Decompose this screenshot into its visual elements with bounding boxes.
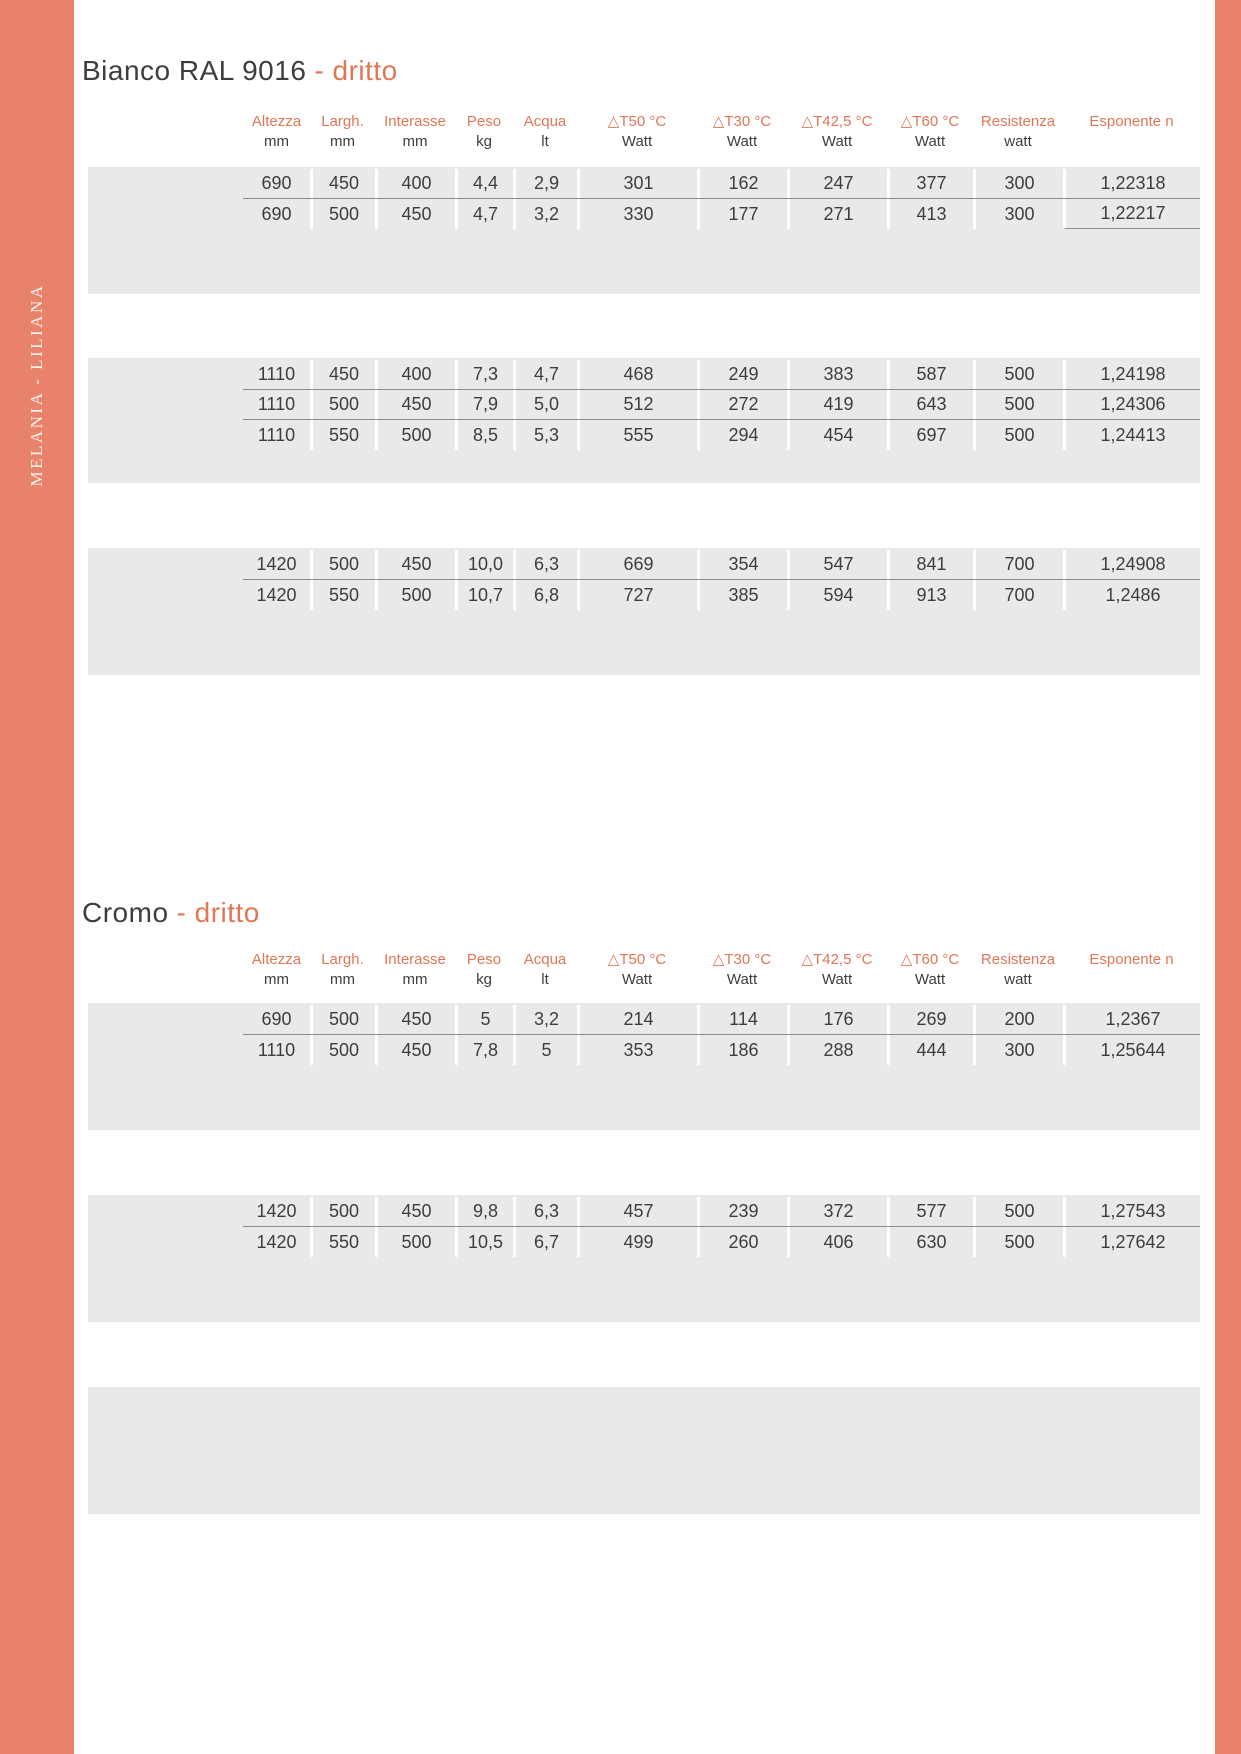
cell-resistenza: 200	[973, 1005, 1063, 1034]
cell-dt50: 214	[577, 1005, 697, 1034]
column-unit: lt	[541, 970, 549, 988]
column-unit	[1063, 970, 1200, 990]
cell-dt60: 841	[887, 550, 973, 579]
cell-dt50: 727	[577, 580, 697, 610]
cell-dt30: 114	[697, 1005, 787, 1034]
column-label: △T60 °C	[900, 951, 960, 968]
cell-dt50: 353	[577, 1035, 697, 1065]
cell-dt425: 594	[787, 580, 887, 610]
column-label: △T50 °C	[607, 951, 667, 968]
cell-acqua: 6,3	[513, 1197, 577, 1226]
section-title-bianco	[82, 55, 398, 87]
table-row	[88, 199, 1200, 229]
column-label: Largh.	[321, 113, 364, 130]
column-unit: Watt	[621, 970, 653, 988]
cell-largh: 500	[310, 1035, 375, 1065]
cell-altezza: 1420	[256, 584, 297, 605]
cell-dt50: 499	[577, 1227, 697, 1257]
cell-dt60: 913	[887, 580, 973, 610]
row-cells	[243, 580, 1200, 610]
cell-dt30: 294	[697, 420, 787, 450]
column-label: △T30 °C	[712, 113, 772, 130]
column-label: Resistenza	[980, 951, 1056, 968]
product-image-area	[88, 1197, 243, 1227]
cell-dt60: 269	[887, 1005, 973, 1034]
column-label: Acqua	[523, 113, 567, 130]
table-row	[88, 550, 1200, 580]
row-cells	[243, 1035, 1200, 1065]
column-unit: Watt	[621, 132, 653, 150]
cell-largh: 500	[310, 1005, 375, 1034]
cell-peso: 4,7	[455, 199, 513, 229]
right-accent-bar	[1215, 0, 1241, 1754]
cell-dt60: 413	[887, 199, 973, 229]
column-unit: watt	[1004, 970, 1032, 988]
cell-largh: 500	[310, 1197, 375, 1226]
table-row	[88, 1005, 1200, 1035]
column-label: Resistenza	[980, 113, 1056, 130]
cell-esponente: 1,24198	[1063, 360, 1200, 389]
column-header-dt30	[697, 950, 787, 990]
table-row	[88, 1197, 1200, 1227]
cell-dt30: 385	[697, 580, 787, 610]
cell-dt50: 468	[577, 360, 697, 389]
cell-acqua: 2,9	[513, 169, 577, 198]
cell-altezza: 1110	[257, 424, 296, 445]
product-image-area	[88, 550, 243, 580]
cell-acqua: 6,7	[513, 1227, 577, 1257]
cell-esponente: 1,24413	[1063, 420, 1200, 450]
cell-altezza: 1420	[256, 1231, 297, 1252]
cell-dt30: 177	[697, 199, 787, 229]
column-unit: mm	[330, 970, 355, 988]
cell-peso: 10,7	[455, 580, 513, 610]
column-label: △T42,5 °C	[801, 113, 873, 130]
table-row	[88, 580, 1200, 610]
cell-largh: 550	[310, 420, 375, 450]
cell-interasse: 500	[375, 420, 455, 450]
cell-dt30: 162	[697, 169, 787, 198]
column-unit: mm	[330, 132, 355, 150]
section-title-variant: - dritto	[176, 897, 260, 928]
cell-resistenza: 500	[973, 360, 1063, 389]
table-row	[88, 1227, 1200, 1257]
table-group-cromo-1420	[88, 1195, 1200, 1322]
cell-largh: 500	[310, 390, 375, 419]
cell-peso: 8,5	[455, 420, 513, 450]
cell-esponente: 1,27642	[1063, 1227, 1200, 1257]
column-header-dt30	[697, 112, 787, 152]
cell-interasse: 400	[375, 169, 455, 198]
column-label: △T50 °C	[607, 113, 667, 130]
left-accent-bar	[0, 0, 74, 1754]
column-header-altezza	[243, 112, 310, 152]
column-label: Esponente n	[1089, 113, 1174, 130]
cell-dt60: 587	[887, 360, 973, 389]
section-title-text: Cromo	[82, 897, 169, 928]
column-unit: Watt	[726, 132, 758, 150]
cell-dt60: 630	[887, 1227, 973, 1257]
column-unit: watt	[1004, 132, 1032, 150]
sidebar-collection-label: MELANIA - LILIANA	[27, 283, 46, 487]
section-title-variant: - dritto	[314, 55, 398, 86]
row-cells	[243, 420, 1200, 450]
cell-altezza: 690	[261, 203, 292, 224]
row-cells	[243, 1227, 1200, 1257]
cell-interasse: 450	[375, 550, 455, 579]
cell-acqua: 6,3	[513, 550, 577, 579]
column-header-esponente	[1063, 950, 1200, 990]
cell-peso: 7,3	[455, 360, 513, 389]
column-label: Peso	[466, 113, 502, 130]
cell-altezza: 1110	[257, 394, 296, 414]
cell-peso: 7,8	[455, 1035, 513, 1065]
product-image-area	[88, 1005, 243, 1035]
column-header-dt50	[577, 112, 697, 152]
column-header-resistenza	[973, 950, 1063, 990]
cell-interasse: 400	[375, 360, 455, 389]
row-cells	[243, 1197, 1200, 1227]
column-header-largh	[310, 950, 375, 990]
cell-interasse: 450	[375, 1035, 455, 1065]
column-header-acqua	[513, 950, 577, 990]
cell-interasse: 450	[375, 1197, 455, 1226]
table-row	[88, 390, 1200, 420]
cell-dt30: 272	[697, 390, 787, 419]
cell-acqua: 5,3	[513, 420, 577, 450]
column-unit: Watt	[821, 132, 853, 150]
column-header-largh	[310, 112, 375, 152]
column-label: Esponente n	[1089, 951, 1174, 968]
cell-dt50: 457	[577, 1197, 697, 1226]
product-image-area	[88, 1227, 243, 1257]
product-image-area	[88, 169, 243, 199]
cell-dt60: 643	[887, 390, 973, 419]
cell-altezza: 1110	[257, 364, 296, 384]
row-cells	[243, 1005, 1200, 1035]
cell-dt30: 249	[697, 360, 787, 389]
column-unit	[1063, 132, 1200, 152]
cell-dt425: 247	[787, 169, 887, 198]
cell-resistenza: 700	[973, 550, 1063, 579]
table-row	[88, 420, 1200, 450]
column-header-peso	[455, 950, 513, 990]
cell-dt50: 301	[577, 169, 697, 198]
cell-resistenza: 500	[973, 1197, 1063, 1226]
cell-interasse: 450	[375, 390, 455, 419]
cell-resistenza: 500	[973, 1227, 1063, 1257]
column-header-esponente	[1063, 112, 1200, 152]
table-group-bianco-1110	[88, 358, 1200, 483]
column-unit: kg	[476, 132, 492, 150]
section-title-text: Bianco RAL 9016	[82, 55, 307, 86]
row-cells	[243, 360, 1200, 390]
table-row	[88, 1035, 1200, 1065]
column-label: △T60 °C	[900, 113, 960, 130]
cell-peso: 10,0	[455, 550, 513, 579]
row-cells	[243, 390, 1200, 420]
row-cells	[243, 169, 1200, 199]
cell-dt425: 547	[787, 550, 887, 579]
cell-largh: 550	[310, 580, 375, 610]
cell-interasse: 500	[375, 1227, 455, 1257]
column-unit: Watt	[726, 970, 758, 988]
cell-resistenza: 700	[973, 580, 1063, 610]
cell-altezza: 690	[261, 173, 292, 193]
cell-dt425: 288	[787, 1035, 887, 1065]
cell-esponente: 1,24908	[1063, 550, 1200, 579]
table-row	[88, 169, 1200, 199]
table-group-cromo-690-1110	[88, 1003, 1200, 1130]
cell-esponente: 1,25644	[1063, 1035, 1200, 1065]
cell-resistenza: 300	[973, 1035, 1063, 1065]
cell-dt425: 454	[787, 420, 887, 450]
column-header-resistenza	[973, 112, 1063, 152]
column-header-interasse	[375, 112, 455, 152]
column-label: Interasse	[384, 113, 446, 130]
cell-acqua: 5,0	[513, 390, 577, 419]
table-group-bianco-1420	[88, 548, 1200, 675]
table-group-cromo-empty	[88, 1387, 1200, 1514]
table-header-bianco	[88, 112, 1200, 152]
cell-peso: 10,5	[455, 1227, 513, 1257]
cell-resistenza: 500	[973, 390, 1063, 419]
column-unit: mm	[264, 132, 289, 150]
cell-acqua: 5	[513, 1035, 577, 1065]
cell-dt425: 176	[787, 1005, 887, 1034]
column-label: △T30 °C	[712, 951, 772, 968]
column-label: Interasse	[384, 951, 446, 968]
cell-altezza: 1420	[256, 554, 297, 574]
column-unit: mm	[264, 970, 289, 988]
product-image-area	[88, 580, 243, 610]
product-image-area	[88, 1035, 243, 1065]
cell-largh: 550	[310, 1227, 375, 1257]
cell-resistenza: 300	[973, 169, 1063, 198]
column-label: △T42,5 °C	[801, 951, 873, 968]
cell-dt50: 512	[577, 390, 697, 419]
column-unit: mm	[402, 132, 428, 150]
product-image-area	[88, 199, 243, 229]
row-cells	[243, 550, 1200, 580]
column-label: Altezza	[251, 951, 302, 968]
cell-dt425: 406	[787, 1227, 887, 1257]
cell-acqua: 3,2	[513, 1005, 577, 1034]
cell-dt425: 372	[787, 1197, 887, 1226]
cell-interasse: 450	[375, 199, 455, 229]
table-header-cromo	[88, 950, 1200, 990]
column-header-altezza	[243, 950, 310, 990]
cell-largh: 500	[310, 550, 375, 579]
column-header-interasse	[375, 950, 455, 990]
column-header-dt60	[887, 950, 973, 990]
cell-dt50: 555	[577, 420, 697, 450]
product-image-area	[88, 420, 243, 450]
cell-dt60: 577	[887, 1197, 973, 1226]
column-header-acqua	[513, 112, 577, 152]
column-label: Peso	[466, 951, 502, 968]
cell-resistenza: 300	[973, 199, 1063, 229]
column-header-peso	[455, 112, 513, 152]
cell-esponente: 1,2367	[1063, 1005, 1200, 1034]
cell-dt425: 271	[787, 199, 887, 229]
cell-altezza: 1420	[256, 1201, 297, 1221]
product-image-area	[88, 390, 243, 420]
cell-esponente: 1,2486	[1063, 580, 1200, 610]
cell-interasse: 450	[375, 1005, 455, 1034]
cell-dt30: 260	[697, 1227, 787, 1257]
cell-dt30: 354	[697, 550, 787, 579]
column-header-dt425	[787, 112, 887, 152]
cell-peso: 5	[455, 1005, 513, 1034]
cell-esponente: 1,24306	[1063, 390, 1200, 419]
cell-altezza: 1110	[257, 1039, 296, 1060]
column-unit: Watt	[914, 970, 946, 988]
cell-largh: 500	[310, 199, 375, 229]
cell-acqua: 4,7	[513, 360, 577, 389]
cell-dt50: 330	[577, 199, 697, 229]
column-unit: Watt	[821, 970, 853, 988]
column-unit: Watt	[914, 132, 946, 150]
product-image-area	[88, 360, 243, 390]
cell-interasse: 500	[375, 580, 455, 610]
cell-dt50: 669	[577, 550, 697, 579]
column-header-dt50	[577, 950, 697, 990]
table-row	[88, 360, 1200, 390]
column-label: Acqua	[523, 951, 567, 968]
cell-largh: 450	[310, 169, 375, 198]
cell-dt425: 419	[787, 390, 887, 419]
cell-dt30: 239	[697, 1197, 787, 1226]
column-unit: lt	[541, 132, 549, 150]
cell-resistenza: 500	[973, 420, 1063, 450]
cell-dt60: 444	[887, 1035, 973, 1065]
cell-largh: 450	[310, 360, 375, 389]
column-unit: kg	[476, 970, 492, 988]
table-group-bianco-690	[88, 167, 1200, 294]
cell-acqua: 3,2	[513, 199, 577, 229]
cell-esponente: 1,22217	[1063, 199, 1200, 229]
column-label: Largh.	[321, 951, 364, 968]
column-header-dt425	[787, 950, 887, 990]
column-label: Altezza	[251, 113, 302, 130]
section-title-cromo	[82, 897, 260, 929]
cell-dt60: 697	[887, 420, 973, 450]
cell-altezza: 690	[261, 1009, 292, 1029]
column-header-dt60	[887, 112, 973, 152]
cell-peso: 7,9	[455, 390, 513, 419]
cell-esponente: 1,27543	[1063, 1197, 1200, 1226]
column-unit: mm	[402, 970, 428, 988]
cell-dt30: 186	[697, 1035, 787, 1065]
cell-esponente: 1,22318	[1063, 169, 1200, 198]
cell-peso: 4,4	[455, 169, 513, 198]
cell-dt60: 377	[887, 169, 973, 198]
cell-acqua: 6,8	[513, 580, 577, 610]
row-cells	[243, 199, 1200, 229]
cell-peso: 9,8	[455, 1197, 513, 1226]
cell-dt425: 383	[787, 360, 887, 389]
